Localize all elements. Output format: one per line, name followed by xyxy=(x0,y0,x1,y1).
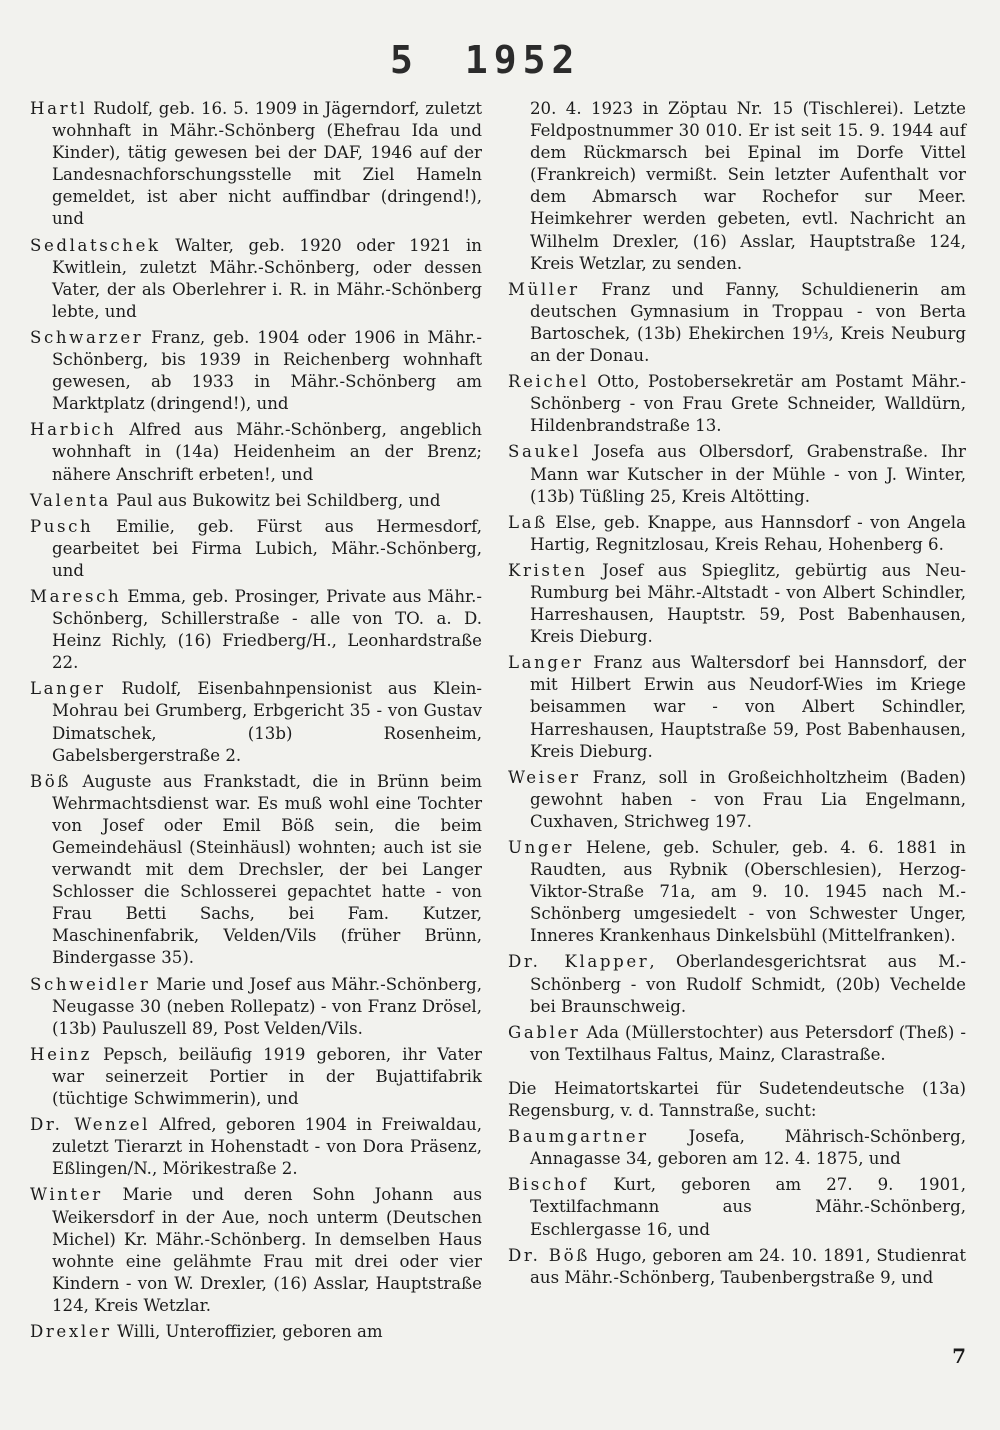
entry-continuation: 20. 4. 1923 in Zöptau Nr. 15 (Tischlerei). Letzte Feldpostnummer 30 010. Er ist seit 15. 9. 1944 auf dem Rückmarsch bei Epinal im Dorfe Vittel (Frankreich) vermißt. Sein letzter Aufenthalt vor dem Abmarsch war Rochefor sur Meer. Heimkehrer werden gebeten, evtl. Nachricht an Wilhelm Drexler, (16) Asslar, Hauptstraße 124, Kreis Wetzlar, zu senden. xyxy=(530,99,966,273)
list-item xyxy=(30,1114,482,1180)
section-intro: Die Heimatortskartei für Sudetendeutsche (13a) Regensburg, v. d. Tannstraße, sucht: xyxy=(508,1078,966,1121)
entry-text: Emilie, geb. Fürst aus Hermesdorf, gearbeitet bei Firma Lubich, Mähr.-Schönberg, und xyxy=(52,516,482,580)
entry-text: Franz aus Waltersdorf bei Hannsdorf, der mit Hilbert Erwin aus Neudorf-Wies im Kriege beisammen war - von Albert Schindler, Harreshausen, Hauptstraße 59, Post Babenhausen, Kreis Dieburg. xyxy=(530,653,966,761)
entry-text: Ada (Müllerstochter) aus Petersdorf (Theß) - von Textilhaus Faltus, Mainz, Clarastraße. xyxy=(530,1022,966,1064)
entry-surname: Gabler xyxy=(508,1022,581,1042)
list-item xyxy=(508,560,966,648)
entry-text: Marie und deren Sohn Johann aus Weikersdorf in der Aue, noch unterm (Deutschen Michel) Kr. Mähr.-Schönberg. In demselben Haus wohnte eine gelähmte Frau mit drei oder vier Kindern - von W. Drexler, (16) Asslar, Hauptstraße 124, Kreis Wetzlar. xyxy=(52,1185,482,1315)
list-item xyxy=(508,1174,966,1240)
entry-surname: Dr. Klapper xyxy=(508,952,650,972)
entry-surname: Baumgartner xyxy=(508,1127,649,1147)
entry-text: , Oberlandesgerichtsrat aus M.-Schönberg - von Rudolf Schmidt, (20b) Vechelde bei Braunschweig. xyxy=(530,952,967,1016)
list-item xyxy=(30,490,482,512)
list-item xyxy=(30,1044,482,1110)
entry-text: Franz und Fanny, Schuldienerin am deutschen Gymnasium in Troppau - von Berta Bartoschek, (13b) Ehekirchen 19⅓, Kreis Neuburg an der Donau. xyxy=(530,279,966,366)
entry-surname: Bischof xyxy=(508,1175,589,1195)
page-number: 7 xyxy=(952,1344,966,1368)
list-item xyxy=(508,441,966,507)
entry-surname: Weiser xyxy=(508,767,581,787)
entry-text: Alfred, geboren 1904 in Freiwaldau, zuletzt Tierarzt in Hohenstadt - von Dora Präsenz, Eßlingen/N., Mörikestraße 2. xyxy=(52,1115,482,1179)
entry-surname: Sedlatschek xyxy=(30,235,161,255)
entry-text: Hugo, geboren am 24. 10. 1891, Studienrat aus Mähr.-Schönberg, Taubenbergstraße 9, und xyxy=(530,1245,966,1287)
entry-text: Josef aus Spieglitz, gebürtig aus Neu-Rumburg bei Mähr.-Altstadt - von Albert Schindler, Harreshausen, Hauptstr. 59, Post Babenhausen, Kreis Dieburg. xyxy=(530,560,966,647)
list-item xyxy=(508,512,966,556)
list-item xyxy=(508,371,966,437)
list-item xyxy=(30,678,482,766)
entry-surname: Saukel xyxy=(508,442,581,462)
entry-surname: Schwarzer xyxy=(30,327,144,347)
entry-surname: Harbich xyxy=(30,420,117,440)
entry-text: Helene, geb. Schuler, geb. 4. 6. 1881 in Raudten, aus Rybnik (Oberschlesien), Herzog-Viktor-Straße 71a, am 9. 10. 1945 nach M.-Schönberg umgesiedelt - von Schwester Unger, Inneres Krankenhaus Dinkelsbühl (Mittelfranken). xyxy=(530,838,966,946)
list-item xyxy=(508,1022,966,1066)
entry-text: Else, geb. Knappe, aus Hannsdorf - von Angela Hartig, Regnitzlosau, Kreis Rehau, Hohenberg 6. xyxy=(530,512,966,554)
list-item xyxy=(30,516,482,582)
list-item xyxy=(30,586,482,674)
entry-text: Marie und Josef aus Mähr.-Schönberg, Neugasse 30 (neben Rollepatz) - von Franz Drösel, (13b) Pauluszell 89, Post Velden/Vils. xyxy=(52,974,482,1038)
right-column xyxy=(508,98,966,1293)
list-item xyxy=(508,279,966,367)
entry-surname: Langer xyxy=(30,679,106,699)
entry-text: Willi, Unteroffizier, geboren am xyxy=(111,1321,383,1341)
list-item xyxy=(30,98,482,231)
entry-text: Rudolf, geb. 16. 5. 1909 in Jägerndorf, zuletzt wohnhaft in Mähr.-Schönberg (Ehefrau Ida und Kinder), tätig gewesen bei der DAF, 1946 auf der Landesnachforschungsstelle mit Ziel Hameln gemeldet, ist aber nicht auffindbar (dringend!), und xyxy=(52,99,482,229)
list-item xyxy=(30,235,482,323)
list-item xyxy=(30,1184,482,1317)
entry-text: Franz, soll in Großeichholtzheim (Baden) gewohnt haben - von Frau Lia Engelmann, Cuxhaven, Strichweg 197. xyxy=(530,767,966,831)
left-column xyxy=(30,98,482,1347)
entry-surname: Reichel xyxy=(508,372,589,392)
entry-text: Kurt, geboren am 27. 9. 1901, Textilfachmann aus Mähr.-Schönberg, Eschlergasse 16, und xyxy=(530,1175,966,1239)
list-item xyxy=(30,974,482,1040)
entry-surname: Drexler xyxy=(30,1321,112,1341)
list-item xyxy=(508,652,966,762)
entry-surname: Müller xyxy=(508,279,580,299)
entry-surname: Dr. Wenzel xyxy=(30,1115,151,1135)
entry-surname: Kristen xyxy=(508,560,588,580)
entry-text: Emma, geb. Prosinger, Private aus Mähr.-Schönberg, Schillerstraße - alle von TO. a. D. Heinz Richly, (16) Friedberg/H., Leonhardstraße 22. xyxy=(52,586,482,673)
entry-surname: Pusch xyxy=(30,516,94,536)
entry-text: Josefa aus Olbersdorf, Grabenstraße. Ihr Mann war Kutscher in der Mühle - von J. Winter, (13b) Tüßling 25, Kreis Altötting. xyxy=(530,442,966,506)
entry-text: Josefa, Mährisch-Schönberg, Annagasse 34, geboren am 12. 4. 1875, und xyxy=(530,1127,966,1169)
list-item xyxy=(30,327,482,415)
list-item xyxy=(508,767,966,833)
list-item xyxy=(508,1126,966,1170)
list-item xyxy=(508,951,966,1017)
entry-text: Rudolf, Eisenbahnpensionist aus Klein-Mohrau bei Grumberg, Erbgericht 35 - von Gustav Dimatschek, (13b) Rosenheim, Gabelsbergerstraße 2. xyxy=(52,679,482,765)
entry-surname: Langer xyxy=(508,653,584,673)
list-item xyxy=(30,771,482,970)
entry-surname: Hartl xyxy=(30,99,88,118)
entry-surname: Unger xyxy=(508,838,575,857)
entry-text: Pepsch, beiläufig 1919 geboren, ihr Vater war seinerzeit Portier in der Bujattifabrik (tüchtige Schwimmerin), und xyxy=(52,1044,482,1109)
list-item xyxy=(30,419,482,485)
entry-text: Otto, Postobersekretär am Postamt Mähr.-Schönberg - von Frau Grete Schneider, Walldürn, Hildenbrandstraße 13. xyxy=(530,372,966,436)
entry-text: Auguste aus Frankstadt, die in Brünn beim Wehrmachtsdienst war. Es muß wohl eine Tochter von Josef oder Emil Böß sein, die beim Gemeindehäusl (Steinhäusl) wohnten; auch ist sie verwandt mit dem Drechsler, der bei Langer Schlosser die Schlosserei gepachtet hatte - von Frau Betti Sachs, bei Fam. Kutzer, Maschinenfabrik, Velden/Vils (früher Brünn, Bindergasse 35). xyxy=(52,771,482,968)
entry-text: Walter, geb. 1920 oder 1921 in Kwitlein, zuletzt Mähr.-Schönberg, oder dessen Vater, der als Oberlehrer i. R. in Mähr.-Schönberg lebte, und xyxy=(52,235,482,321)
list-item xyxy=(508,837,966,947)
issue-number: 5 xyxy=(390,38,419,82)
entry-surname: Dr. Böß xyxy=(508,1245,590,1265)
entry-surname: Böß xyxy=(30,771,72,791)
entry-surname: Maresch xyxy=(30,586,122,606)
entry-surname: Heinz xyxy=(30,1044,93,1064)
entry-surname: Valenta xyxy=(30,490,111,510)
entry-surname: Laß xyxy=(508,512,548,532)
entry-surname: Winter xyxy=(30,1185,103,1205)
entry-surname: Schweidler xyxy=(30,974,151,994)
entry-text: Franz, geb. 1904 oder 1906 in Mähr.-Schönberg, bis 1939 in Reichenberg wohnhaft gewesen, ab 1933 in Mähr.-Schönberg am Marktplatz (dringend!), und xyxy=(52,327,482,414)
entry-text: Alfred aus Mähr.-Schönberg, angeblich wohnhaft in (14a) Heidenheim an der Brenz; nähere Anschrift erbeten!, und xyxy=(52,420,482,484)
list-item xyxy=(30,1321,482,1343)
issue-stamp xyxy=(390,38,580,82)
issue-year: 1952 xyxy=(464,38,581,82)
list-item xyxy=(508,1245,966,1289)
entry-text: Paul aus Bukowitz bei Schildberg, und xyxy=(110,490,441,510)
